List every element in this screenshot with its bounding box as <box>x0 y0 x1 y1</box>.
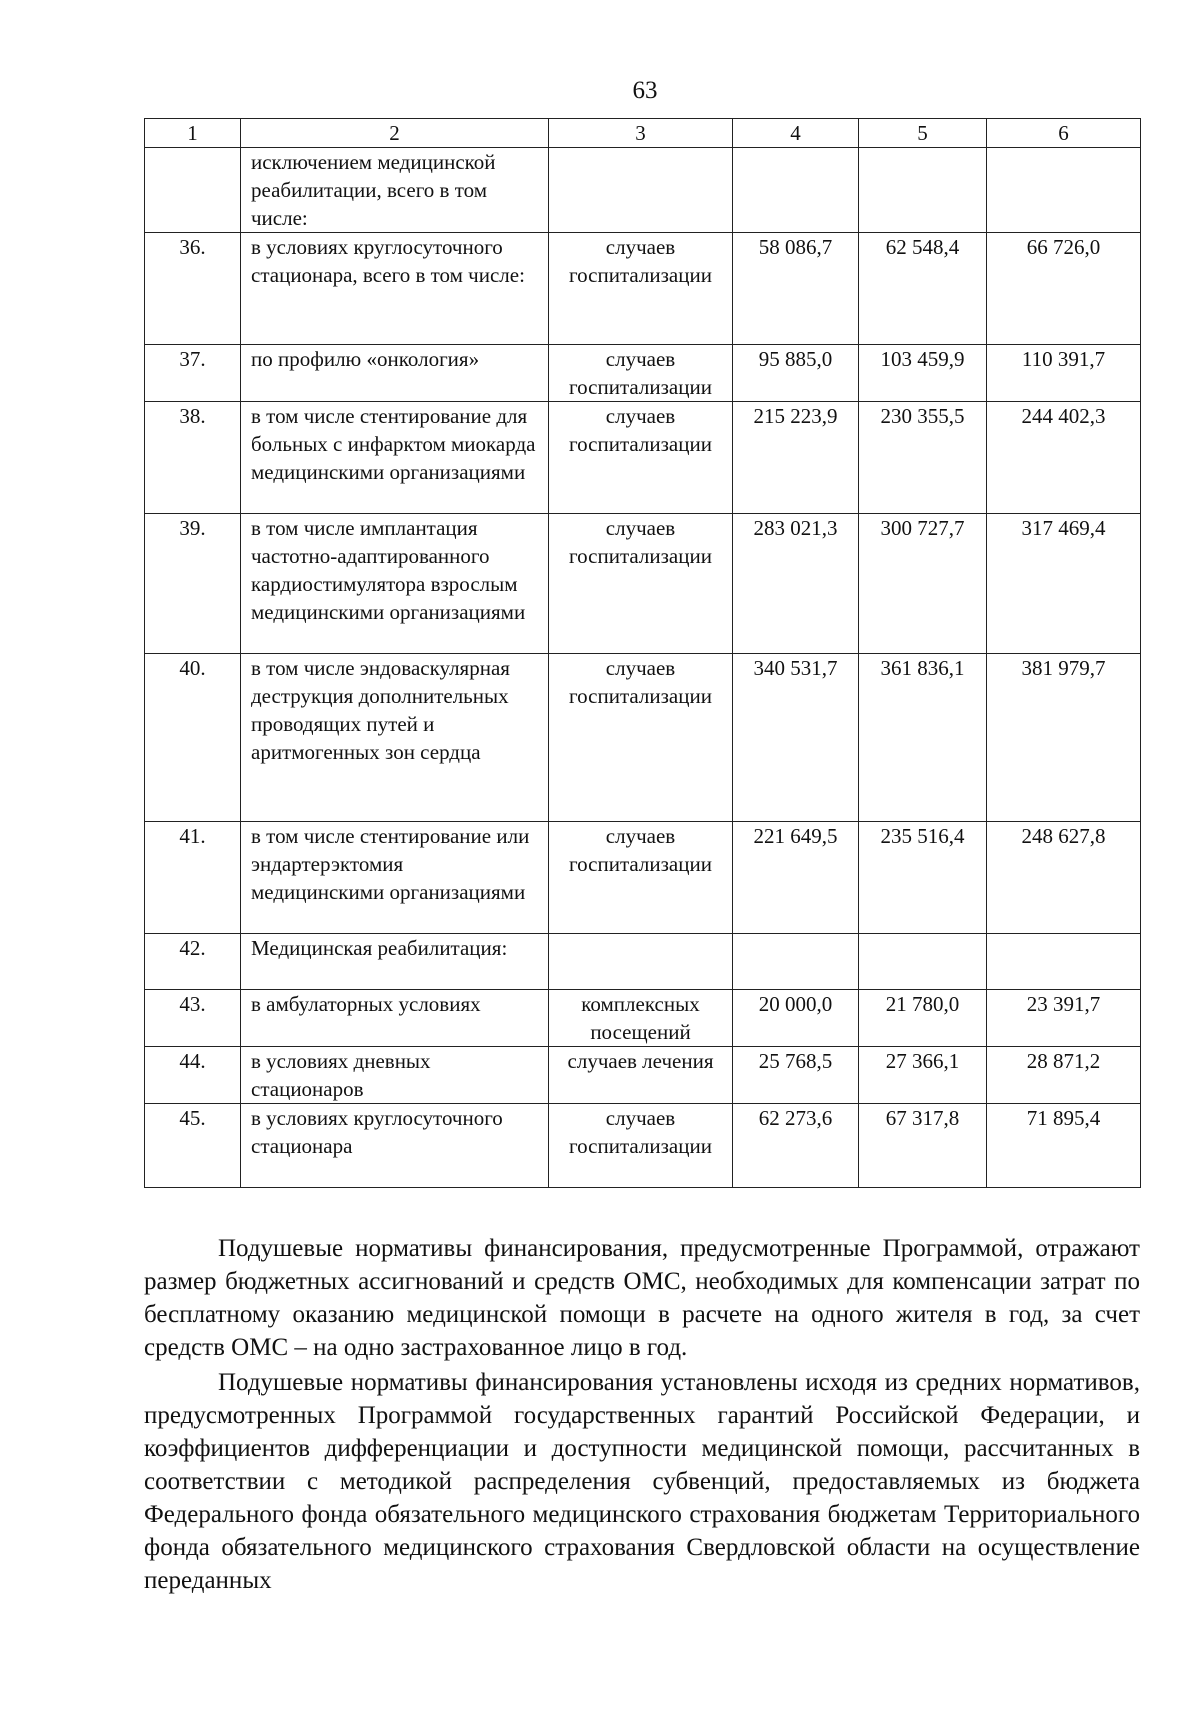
body-paragraph: Подушевые нормативы финансирования, предусмотренные Программой, отражают размер бюджетных ассигнований и средств ОМС, необходимых для компенсации затрат по бесплатному оказанию медицинской помощи в расчете на одного жителя в год, за счет средств ОМС – на одно застрахованное лицо в год. <box>144 1235 1140 1361</box>
row-value-col5: 230 355,5 <box>859 402 987 514</box>
row-value-col5: 361 836,1 <box>859 654 987 822</box>
table-row <box>145 233 1141 345</box>
body-paragraph: Подушевые нормативы финансирования установлены исходя из средних нормативов, предусмотренных Программой государственных гарантий Российской Федерации, и коэффициентов дифференциации и доступности медицинской помощи, рассчитанных в соответствии с методикой распределения субвенций, предоставляемых из бюджета Федерального фонда обязательного медицинского страхования бюджетам Территориального фонда обязательного медицинского страхования Свердловской области на осуществление переданных <box>144 1369 1140 1594</box>
row-name: исключением медицинской реабилитации, всего в том числе: <box>241 148 549 233</box>
row-number: 40. <box>145 654 241 822</box>
row-value-col4 <box>733 148 859 233</box>
row-value-col6: 28 871,2 <box>987 1047 1141 1104</box>
row-value-col4: 215 223,9 <box>733 402 859 514</box>
row-number: 41. <box>145 822 241 934</box>
row-number <box>145 148 241 233</box>
table-row <box>145 345 1141 402</box>
row-name: в том числе эндоваскулярная деструкция дополнительных проводящих путей и аритмогенных зон сердца <box>241 654 549 822</box>
table-row <box>145 934 1141 990</box>
paragraph-block-1 <box>144 1232 1140 1364</box>
table-row <box>145 148 1141 233</box>
row-value-col5: 300 727,7 <box>859 514 987 654</box>
row-number: 39. <box>145 514 241 654</box>
row-unit: случаев госпитализации <box>549 233 733 345</box>
row-value-col6 <box>987 934 1141 990</box>
row-name: в том числе стентирование или эндартерэктомия медицинскими организациями <box>241 822 549 934</box>
row-value-col5 <box>859 148 987 233</box>
header-col-6: 6 <box>987 119 1141 148</box>
row-value-col6: 248 627,8 <box>987 822 1141 934</box>
row-unit: случаев госпитализации <box>549 514 733 654</box>
paragraph-block-2 <box>144 1366 1140 1597</box>
row-number: 44. <box>145 1047 241 1104</box>
row-value-col6: 110 391,7 <box>987 345 1141 402</box>
row-number: 37. <box>145 345 241 402</box>
row-value-col5 <box>859 934 987 990</box>
row-value-col4: 95 885,0 <box>733 345 859 402</box>
row-name: Медицинская реабилитация: <box>241 934 549 990</box>
row-value-col6: 23 391,7 <box>987 990 1141 1047</box>
table-row <box>145 654 1141 822</box>
table-row <box>145 1104 1141 1188</box>
row-name: в условиях дневных стационаров <box>241 1047 549 1104</box>
table-row <box>145 1047 1141 1104</box>
table-row <box>145 990 1141 1047</box>
row-value-col5: 21 780,0 <box>859 990 987 1047</box>
row-unit: комплексных посещений <box>549 990 733 1047</box>
row-value-col4: 340 531,7 <box>733 654 859 822</box>
row-name: в амбулаторных условиях <box>241 990 549 1047</box>
row-name: в том числе имплантация частотно-адаптированного кардиостимулятора взрослым медицинскими организациями <box>241 514 549 654</box>
row-unit: случаев лечения <box>549 1047 733 1104</box>
row-value-col5: 103 459,9 <box>859 345 987 402</box>
row-value-col6: 317 469,4 <box>987 514 1141 654</box>
row-unit <box>549 934 733 990</box>
row-number: 38. <box>145 402 241 514</box>
header-col-2: 2 <box>241 119 549 148</box>
row-value-col4: 20 000,0 <box>733 990 859 1047</box>
table-header-row <box>145 119 1141 148</box>
row-name: в условиях круглосуточного стационара, всего в том числе: <box>241 233 549 345</box>
row-unit: случаев госпитализации <box>549 654 733 822</box>
row-value-col5: 62 548,4 <box>859 233 987 345</box>
table-row <box>145 514 1141 654</box>
row-value-col4: 25 768,5 <box>733 1047 859 1104</box>
row-value-col6: 381 979,7 <box>987 654 1141 822</box>
table-row <box>145 402 1141 514</box>
row-name: по профилю «онкология» <box>241 345 549 402</box>
header-col-3: 3 <box>549 119 733 148</box>
row-value-col6: 244 402,3 <box>987 402 1141 514</box>
row-value-col6: 66 726,0 <box>987 233 1141 345</box>
row-unit <box>549 148 733 233</box>
row-value-col5: 235 516,4 <box>859 822 987 934</box>
row-unit: случаев госпитализации <box>549 345 733 402</box>
row-value-col4: 62 273,6 <box>733 1104 859 1188</box>
row-number: 45. <box>145 1104 241 1188</box>
row-value-col4: 283 021,3 <box>733 514 859 654</box>
row-name: в условиях круглосуточного стационара <box>241 1104 549 1188</box>
row-value-col4 <box>733 934 859 990</box>
header-col-5: 5 <box>859 119 987 148</box>
row-value-col4: 58 086,7 <box>733 233 859 345</box>
row-value-col6: 71 895,4 <box>987 1104 1141 1188</box>
financing-norms-table <box>144 118 1141 1188</box>
row-value-col5: 27 366,1 <box>859 1047 987 1104</box>
row-value-col5: 67 317,8 <box>859 1104 987 1188</box>
row-number: 42. <box>145 934 241 990</box>
row-unit: случаев госпитализации <box>549 1104 733 1188</box>
header-col-4: 4 <box>733 119 859 148</box>
table-row <box>145 822 1141 934</box>
row-unit: случаев госпитализации <box>549 402 733 514</box>
row-number: 43. <box>145 990 241 1047</box>
page-number: 63 <box>632 77 658 104</box>
row-unit: случаев госпитализации <box>549 822 733 934</box>
row-number: 36. <box>145 233 241 345</box>
row-name: в том числе стентирование для больных с инфарктом миокарда медицинскими организациями <box>241 402 549 514</box>
row-value-col6 <box>987 148 1141 233</box>
header-col-1: 1 <box>145 119 241 148</box>
row-value-col4: 221 649,5 <box>733 822 859 934</box>
